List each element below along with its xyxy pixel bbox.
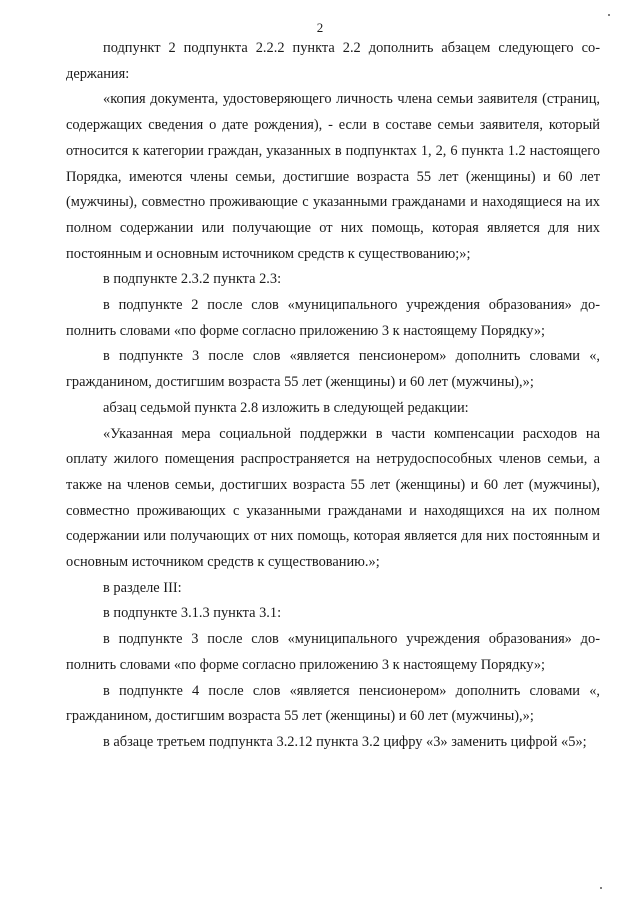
paragraph-clause-2-8: абзац седьмой пункта 2.8 изложить в следующей редакции:	[103, 399, 469, 416]
scan-speck-top	[608, 14, 610, 16]
paragraph-subclause-2-2-2: подпункт 2 подпункта 2.2.2 пункта 2.2 дополнить абзацем следующего содержания:	[66, 40, 600, 82]
paragraph-subclause-2-3-2: в подпункте 2.3.2 пункта 2.3:	[103, 271, 282, 288]
paragraph-section-3: в разделе III:	[103, 579, 182, 596]
paragraph-subclause-2-amend: в подпункте 2 после слов «муниципального учреждения образования» дополнить словами «по форме согласно приложению 3 к настоящему Порядку»;	[66, 297, 600, 339]
paragraph-subclause-3-2-12: в абзаце третьем подпункта 3.2.12 пункта 3.2 цифру «3» заменить цифрой «5»;	[103, 733, 587, 750]
page-number: 2	[316, 20, 324, 35]
document-body	[66, 36, 600, 756]
paragraph-identity-document-quote: «копия документа, удостоверяющего личность члена семьи заявителя (страниц, содержащих сведения о дате рождения), - если в составе семьи заявителя, который относится к категории граждан, указанных в подпунктах 1, 2, 6 пункта 1.2 настоящего Порядка, имеются члены семьи, достигшие возраста 55 лет (женщины) и 60 лет (мужчины), совместно проживающие с указанными гражданами и находящиеся на их полном содержании или получающие от них помощь, которая является для них постоянным и основным источником средств к существованию;»;	[66, 91, 600, 262]
paragraph-subclause-3-amend: в подпункте 3 после слов «является пенсионером» дополнить словами «, гражданином, достигшим возраста 55 лет (женщины) и 60 лет (мужчины),»;	[66, 348, 600, 391]
paragraph-subclause-3-1-3: в подпункте 3.1.3 пункта 3.1:	[103, 605, 282, 622]
paragraph-subclause-3-amend-b: в подпункте 3 после слов «муниципального учреждения образования» дополнить словами «по форме согласно приложению 3 к настоящему Порядку»;	[66, 631, 600, 673]
paragraph-support-measure-quote: «Указанная мера социальной поддержки в части компенсации расходов на оплату жилого помещения распространяется на нетрудоспособных членов семьи, а также на членов семьи, достигших возраста 55 лет (женщины) и 60 лет (мужчины), совместно проживающих с указанными гражданами и находящихся на их полном содержании или получающих от них помощь, которая является для них постоянным и основным источником средств к существованию.»;	[66, 425, 600, 571]
paragraph-subclause-4-amend: в подпункте 4 после слов «является пенсионером» дополнить словами «, гражданином, достигшим возраста 55 лет (женщины) и 60 лет (мужчины),»;	[66, 682, 600, 725]
scan-speck-bottom	[600, 887, 602, 889]
